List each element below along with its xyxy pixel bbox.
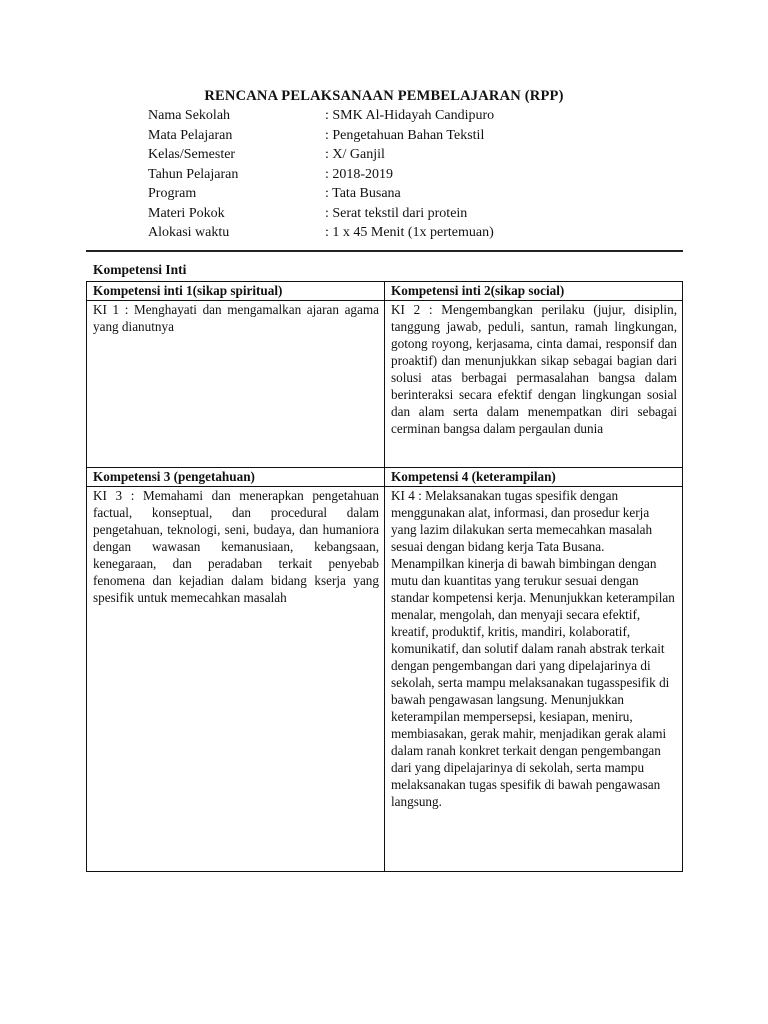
identity-row-class [148, 145, 708, 165]
table-row [87, 282, 683, 301]
identity-label: Kelas/Semester [148, 147, 236, 162]
identity-row-program [148, 184, 708, 204]
identity-label: Mata Pelajaran [148, 127, 233, 143]
identity-label: Tahun Pelajaran [148, 166, 239, 182]
identity-label: Program [148, 186, 197, 201]
table-row [87, 468, 683, 487]
ki3-text: KI 3 : Memahami dan menerapkan pengetahuan factual, konseptual, dan procedural dalam pengetahuan, teknologi, seni, budaya, dan humaniora dengan wawasan kemanusiaan, kebangsaan, kenegaraan, dan peradaban terkait penyebab fenomena dan kejadian dalam bidang kserja yang spesifik untuk memecahkan masalah [87, 487, 385, 872]
ki4-text: KI 4 : Melaksanakan tugas spesifik dengan menggunakan alat, informasi, dan prosedur kerja yang lazim dilakukan serta memecahkan masalah sesuai dengan bidang kerja Tata Busana. Menampilkan kinerja di bawah bimbingan dengan mutu dan kuantitas yang terukur sesuai dengan standar kompetensi kerja. Menunjukkan keterampilan menalar, mengolah, dan menyaji secara efektif, kreatif, produktif, kritis, mandiri, kolaboratif, komunikatif, dan solutif dalam ranah abstrak terkait dengan pengembangan dari yang dipelajarinya di sekolah, serta mampu melaksanakan tugasspesifik di bawah pengawasan langsung. Menunjukkan keterampilan mempersepsi, kesiapan, meniru, membiasakan, gerak mahir, menjadikan gerak alami dalam ranah konkret terkait dengan pengembangan dari yang dipelajarinya di sekolah, serta mampu melaksanakan tugas spesifik di bawah pengawasan langsung. [385, 487, 683, 872]
identity-value: : X/ Ganjil [325, 147, 385, 162]
identity-value: : Tata Busana [325, 186, 401, 201]
identity-row-subject [148, 126, 708, 146]
document-title: RENCANA PELAKSANAAN PEMBELAJARAN (RPP) [204, 88, 564, 104]
ki1-text: KI 1 : Menghayati dan mengamalkan ajaran agama yang dianutnya [87, 301, 385, 468]
identity-block [148, 106, 708, 243]
identity-label: Materi Pokok [148, 205, 225, 221]
ki1-header: Kompetensi inti 1(sikap spiritual) [87, 282, 385, 301]
section-heading-kompetensi-inti: Kompetensi Inti [93, 262, 187, 277]
identity-row-topic [148, 204, 708, 224]
identity-row-school [148, 106, 708, 126]
ki2-header: Kompetensi inti 2(sikap social) [385, 282, 683, 301]
table-row [87, 487, 683, 872]
identity-label: Nama Sekolah [148, 108, 231, 123]
identity-value: : Serat tekstil dari protein [325, 205, 468, 221]
horizontal-divider [86, 250, 683, 252]
kompetensi-inti-table [86, 281, 683, 872]
identity-value: : Pengetahuan Bahan Tekstil [325, 127, 485, 143]
identity-value: : 2018-2019 [325, 166, 394, 182]
identity-value: : 1 x 45 Menit (1x pertemuan) [325, 225, 494, 240]
ki4-header: Kompetensi 4 (keterampilan) [385, 468, 683, 487]
identity-value: : SMK Al-Hidayah Candipuro [325, 108, 495, 123]
table-row [87, 301, 683, 468]
ki2-text: KI 2 : Mengembangkan perilaku (jujur, disiplin, tanggung jawab, peduli, santun, ramah lingkungan, gotong royong, kerjasama, cinta damai, responsif dan proaktif) dan menunjukkan sikap sebagai bagian dari solusi atas berbagai permasalahan bangsa dalam berinteraksi secara efektif dengan lingkungan sosial dan alam serta dalam menempatkan diri sebagai cerminan bangsa dalam pergaulan dunia [385, 301, 683, 468]
ki3-header: Kompetensi 3 (pengetahuan) [87, 468, 385, 487]
identity-row-time [148, 223, 708, 243]
identity-label: Alokasi waktu [148, 225, 230, 240]
identity-row-year [148, 165, 708, 185]
